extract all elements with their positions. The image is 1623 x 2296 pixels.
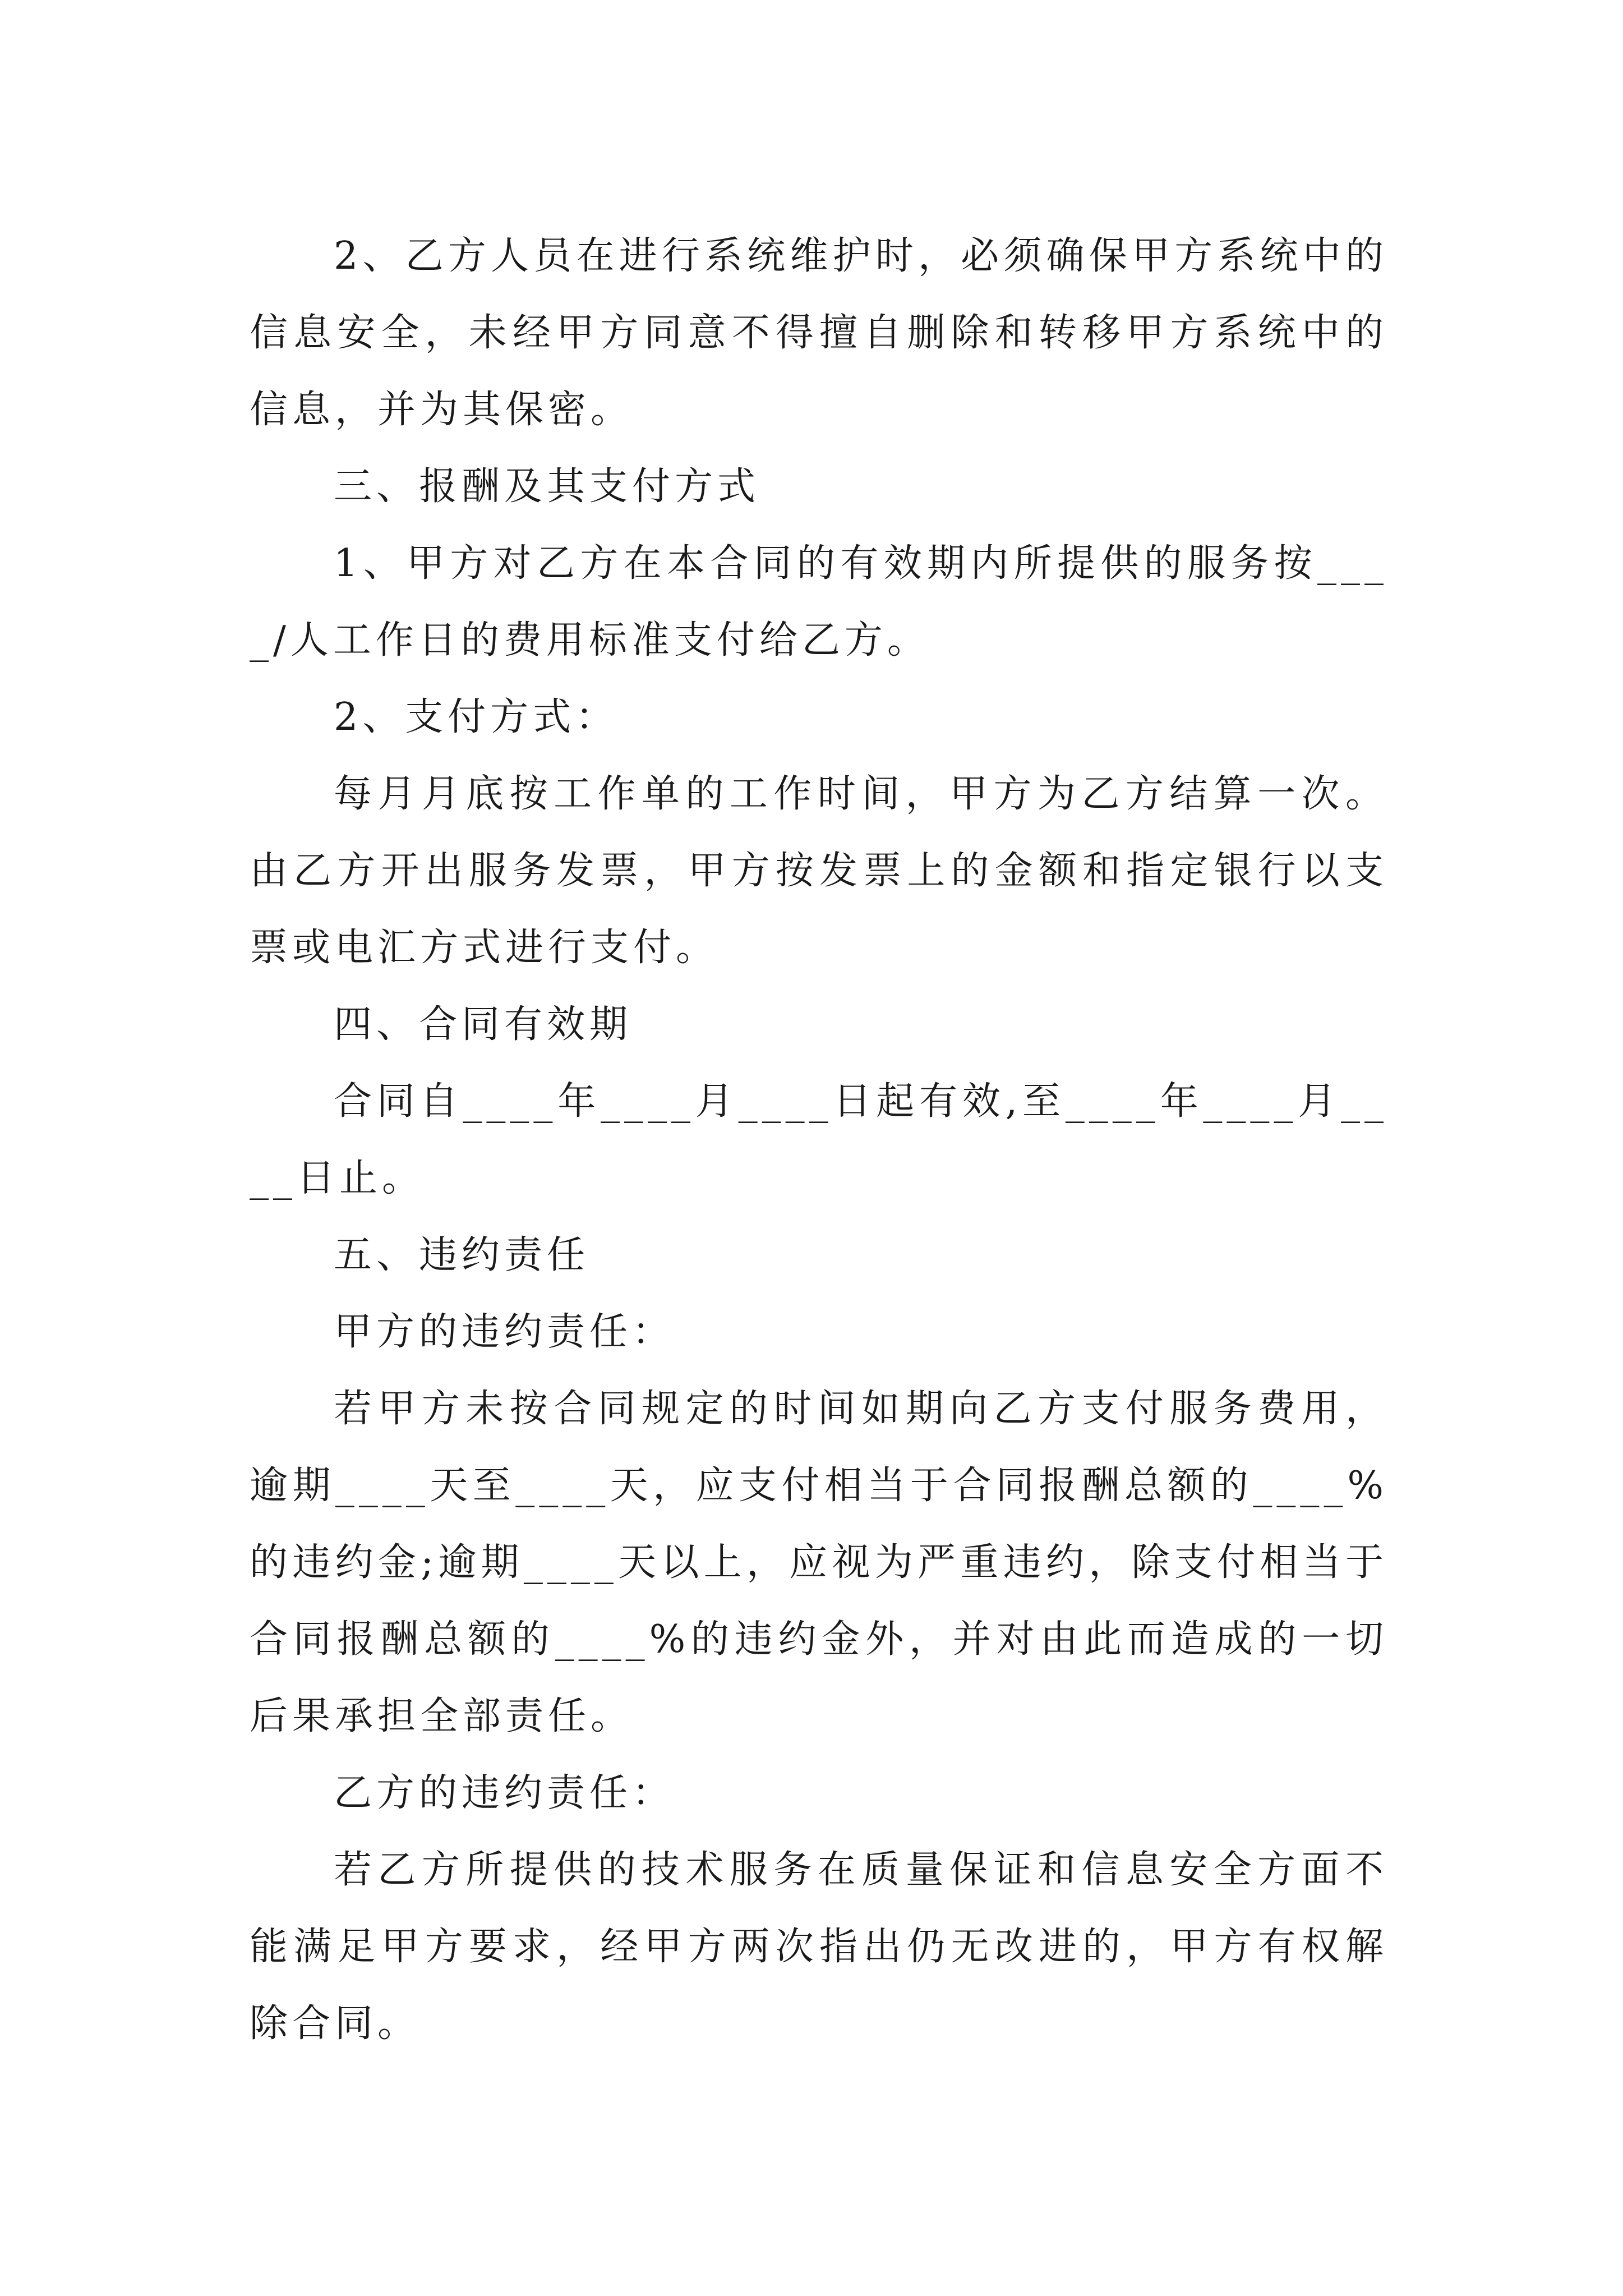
document-body xyxy=(250,218,1388,2062)
heading-payment-method: 2、支付方式： xyxy=(334,695,619,739)
paragraph-fee-standard: 1、甲方对乙方在本合同的有效期内所提供的服务按____/人工作日的费用标准支付给乙方。 xyxy=(250,541,1388,662)
heading-breach-liability: 五、违约责任 xyxy=(334,1233,590,1277)
subheading-party-b-liability: 乙方的违约责任： xyxy=(334,1771,675,1815)
paragraph-maintenance-security: 2、乙方人员在进行系统维护时，必须确保甲方系统中的信息安全，未经甲方同意不得擅自删除和转移甲方系统中的信息，并为其保密。 xyxy=(250,234,1388,432)
subheading-party-a-liability: 甲方的违约责任： xyxy=(334,1310,675,1354)
paragraph-party-a-penalty: 若甲方未按合同规定的时间如期向乙方支付服务费用，逾期____天至____天，应支付相当于合同报酬总额的____%的违约金;逾期____天以上，应视为严重违约，除支付相当于合同报酬总额的____%的违约金外，并对由此而造成的一切后果承担全部责任。 xyxy=(250,1387,1388,1738)
paragraph-monthly-settlement: 每月月底按工作单的工作时间，甲方为乙方结算一次。由乙方开出服务发票，甲方按发票上的金额和指定银行以支票或电汇方式进行支付。 xyxy=(250,772,1388,970)
heading-remuneration: 三、报酬及其支付方式 xyxy=(334,464,760,509)
paragraph-validity-dates: 合同自____年____月____日起有效,至____年____月____日止。 xyxy=(250,1079,1388,1200)
heading-validity-period: 四、合同有效期 xyxy=(334,1002,633,1047)
paragraph-party-b-termination: 若乙方所提供的技术服务在质量保证和信息安全方面不能满足甲方要求，经甲方两次指出仍无改进的，甲方有权解除合同。 xyxy=(250,1848,1388,2046)
